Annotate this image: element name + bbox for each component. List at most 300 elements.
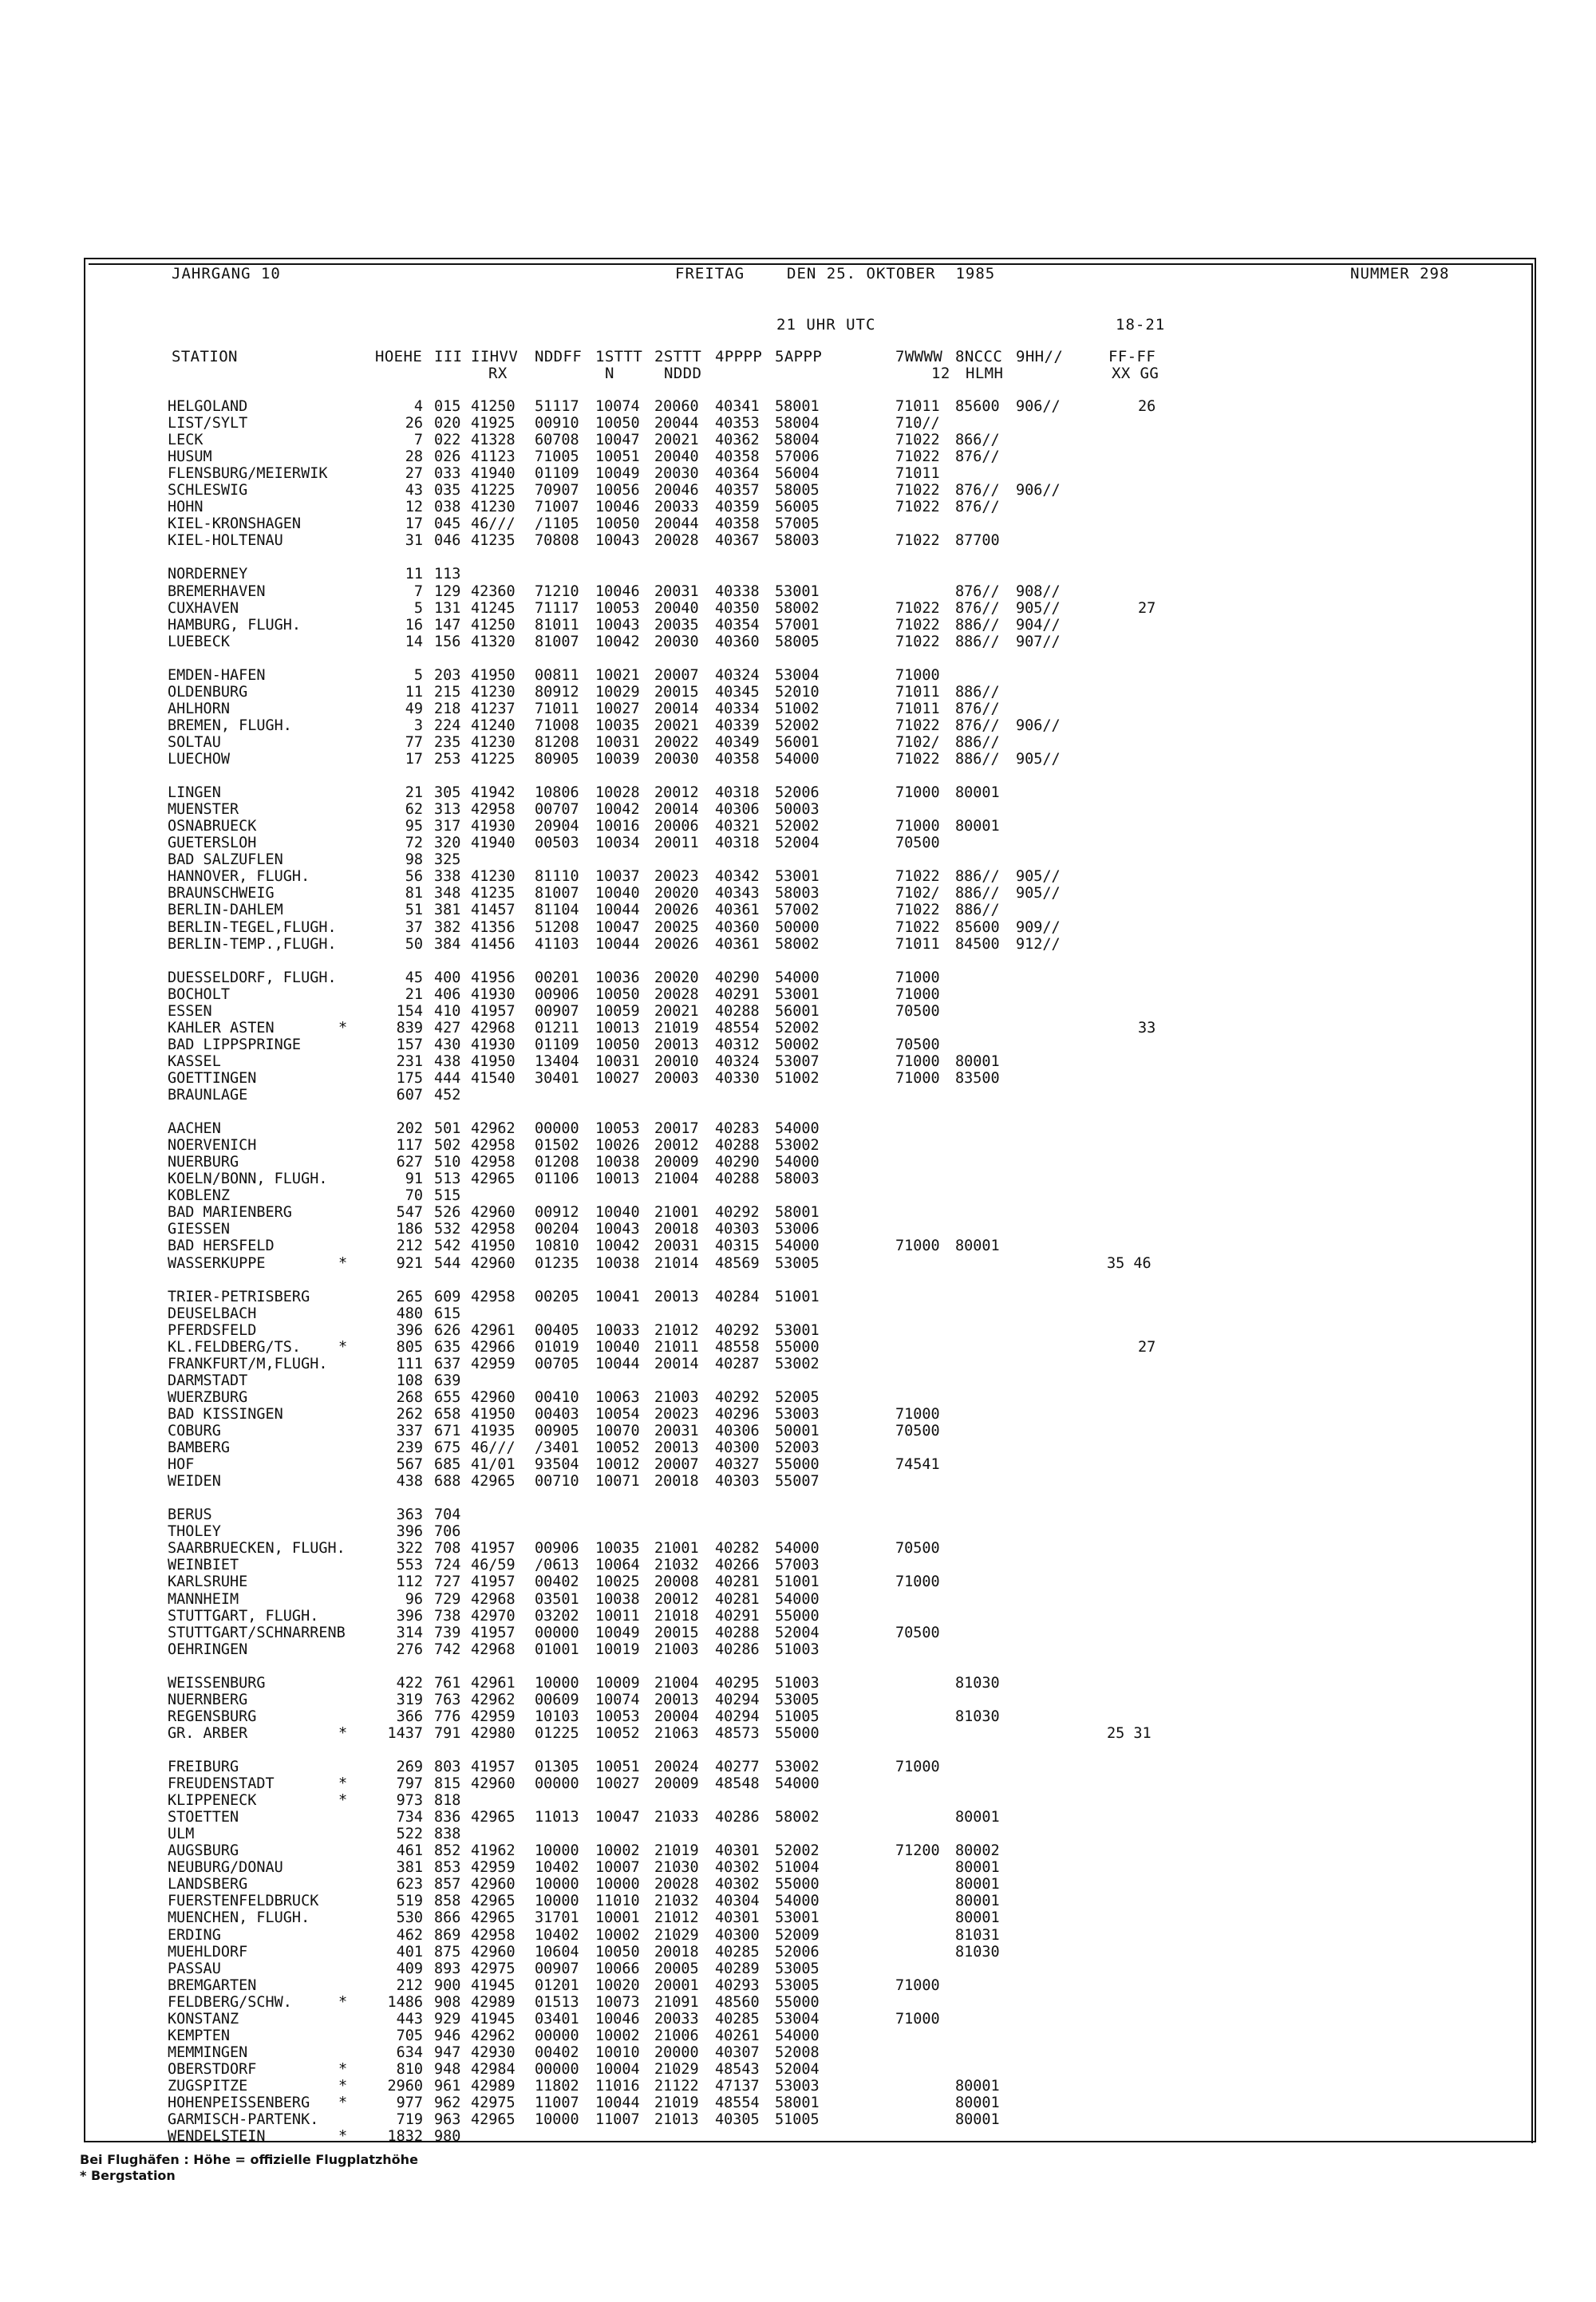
cell-iihvv: 41250	[471, 617, 516, 634]
cell-nddff: 01208	[535, 1154, 579, 1171]
cell-nddff: 51117	[535, 398, 579, 415]
cell-hoehe: 839	[396, 1020, 423, 1036]
table-row	[0, 751, 1596, 768]
cell-iii: 026	[434, 448, 461, 465]
cell-iii: 015	[434, 398, 461, 415]
cell-5appp: 54000	[775, 1154, 820, 1171]
table-row	[0, 919, 1596, 936]
cell-9hh: 908//	[1016, 583, 1061, 600]
cell-5appp: 58004	[775, 432, 820, 448]
cell-5appp: 54000	[775, 1893, 820, 1909]
cell-1sttt: 10066	[595, 1960, 640, 1977]
cell-1sttt: 10046	[595, 499, 640, 515]
table-row	[0, 1053, 1596, 1070]
cell-1sttt: 10004	[595, 2061, 640, 2078]
cell-nddff: 81007	[535, 885, 579, 902]
cell-5appp: 53006	[775, 1221, 820, 1238]
cell-iihvv: 42968	[471, 1641, 516, 1658]
cell-station-name: LUECHOW	[168, 751, 230, 768]
cell-hoehe: 5	[413, 600, 423, 617]
cell-2sttt: 20044	[654, 515, 699, 532]
cell-hoehe: 21	[405, 986, 423, 1003]
cell-nddff: 01513	[535, 1994, 579, 2011]
cell-iihvv: 42958	[471, 801, 516, 818]
cell-iihvv: 42960	[471, 1389, 516, 1406]
cell-8nccc: 83500	[955, 1070, 1000, 1087]
cell-nddff: 00707	[535, 801, 579, 818]
cell-9hh: 905//	[1016, 751, 1061, 768]
cell-station-name: TRIER-PETRISBERG	[168, 1289, 310, 1305]
cell-iii: 947	[434, 2044, 461, 2061]
cell-station-name: KARLSRUHE	[168, 1573, 248, 1590]
cell-5appp: 53001	[775, 868, 820, 885]
cell-station-name: BERLIN-TEGEL,FLUGH.	[168, 919, 337, 936]
cell-station-name: BREMGARTEN	[168, 1977, 257, 1994]
cell-iii: 400	[434, 969, 461, 986]
cell-nddff: 71007	[535, 499, 579, 515]
table-row	[0, 1625, 1596, 1641]
cell-iihvv: 41957	[471, 1573, 516, 1590]
table-row	[0, 1809, 1596, 1826]
cell-station-name: BRAUNSCHWEIG	[168, 885, 275, 902]
table-row	[0, 432, 1596, 448]
col-header-2sttt-sub: NDDD	[664, 365, 702, 382]
cell-iihvv: 42968	[471, 1591, 516, 1608]
cell-iihvv: 41/01	[471, 1456, 516, 1473]
cell-hoehe: 337	[396, 1423, 423, 1439]
cell-8nccc: 886//	[955, 885, 1000, 902]
table-row	[0, 465, 1596, 482]
col-header-station: STATION	[172, 348, 238, 365]
cell-hoehe: 401	[396, 1944, 423, 1960]
cell-5appp: 52002	[775, 1020, 820, 1036]
cell-nddff: 01502	[535, 1137, 579, 1154]
cell-iihvv: 42960	[471, 1255, 516, 1272]
table-row	[0, 1927, 1596, 1944]
cell-nddff: 00907	[535, 1003, 579, 1020]
cell-iii: 858	[434, 1893, 461, 1909]
cell-iihvv: 41957	[471, 1625, 516, 1641]
cell-7wwww: 71000	[895, 986, 940, 1003]
cell-hoehe: 396	[396, 1322, 423, 1339]
cell-2sttt: 20023	[654, 1406, 699, 1423]
table-row	[0, 1573, 1596, 1590]
table-row	[0, 1238, 1596, 1254]
table-row	[0, 1171, 1596, 1187]
cell-iihvv: 42959	[471, 1356, 516, 1372]
table-row	[0, 448, 1596, 465]
cell-iihvv: 41237	[471, 701, 516, 717]
cell-iihvv: 42930	[471, 2044, 516, 2061]
cell-mountain-marker: *	[338, 2128, 348, 2145]
cell-4pppp: 40354	[715, 617, 760, 634]
cell-hoehe: 553	[396, 1557, 423, 1573]
cell-7wwww: 71022	[895, 482, 940, 499]
cell-iii: 852	[434, 1842, 461, 1859]
cell-iii: 853	[434, 1859, 461, 1876]
cell-iii: 427	[434, 1020, 461, 1036]
cell-mountain-marker: *	[338, 1255, 348, 1272]
cell-hoehe: 519	[396, 1893, 423, 1909]
cell-iihvv: 42958	[471, 1927, 516, 1944]
cell-iii: 033	[434, 465, 461, 482]
cell-hoehe: 72	[405, 835, 423, 851]
cell-5appp: 50002	[775, 1036, 820, 1053]
cell-nddff: 11007	[535, 2095, 579, 2111]
table-row	[0, 1893, 1596, 1909]
cell-iihvv: 41942	[471, 784, 516, 801]
table-row	[0, 1003, 1596, 1020]
cell-1sttt: 10038	[595, 1255, 640, 1272]
cell-8nccc: 876//	[955, 717, 1000, 734]
cell-1sttt: 10010	[595, 2044, 640, 2061]
cell-1sttt: 10020	[595, 1977, 640, 1994]
cell-station-name: WENDELSTEIN	[168, 2128, 266, 2145]
cell-5appp: 51005	[775, 2111, 820, 2128]
cell-2sttt: 20025	[654, 919, 699, 936]
cell-4pppp: 40360	[715, 919, 760, 936]
table-row	[0, 1842, 1596, 1859]
cell-1sttt: 10043	[595, 617, 640, 634]
cell-nddff: 10000	[535, 1893, 579, 1909]
cell-iihvv: 42960	[471, 1775, 516, 1792]
cell-hoehe: 1832	[387, 2128, 423, 2145]
cell-iihvv: 42962	[471, 1692, 516, 1708]
cell-hoehe: 319	[396, 1692, 423, 1708]
table-row	[0, 936, 1596, 953]
cell-4pppp: 40289	[715, 1960, 760, 1977]
cell-5appp: 53002	[775, 1759, 820, 1775]
cell-iihvv: 41950	[471, 1238, 516, 1254]
cell-station-name: HANNOVER, FLUGH.	[168, 868, 310, 885]
cell-nddff: 00912	[535, 1204, 579, 1221]
cell-hoehe: 623	[396, 1876, 423, 1893]
cell-hoehe: 422	[396, 1675, 423, 1692]
cell-nddff: 31701	[535, 1909, 579, 1926]
cell-5appp: 56004	[775, 465, 820, 482]
cell-iihvv: 41235	[471, 532, 516, 549]
table-row	[0, 2078, 1596, 2095]
table-row	[0, 1187, 1596, 1204]
cell-5appp: 58001	[775, 1204, 820, 1221]
cell-iii: 218	[434, 701, 461, 717]
cell-station-name: STOETTEN	[168, 1809, 239, 1826]
cell-1sttt: 10046	[595, 583, 640, 600]
cell-5appp: 58002	[775, 1809, 820, 1826]
cell-hoehe: 461	[396, 1842, 423, 1859]
cell-2sttt: 20040	[654, 600, 699, 617]
cell-iii: 382	[434, 919, 461, 936]
cell-2sttt: 20060	[654, 398, 699, 415]
table-row	[0, 1557, 1596, 1573]
cell-nddff: 00906	[535, 1540, 579, 1557]
cell-station-name: CUXHAVEN	[168, 600, 239, 617]
cell-iihvv: 41250	[471, 398, 516, 415]
cell-iii: 869	[434, 1927, 461, 1944]
cell-station-name: AUGSBURG	[168, 1842, 239, 1859]
cell-1sttt: 10054	[595, 1406, 640, 1423]
table-row	[0, 617, 1596, 634]
cell-1sttt: 10035	[595, 1540, 640, 1557]
cell-nddff: 41103	[535, 936, 579, 953]
cell-2sttt: 21032	[654, 1557, 699, 1573]
cell-hoehe: 4	[413, 398, 423, 415]
cell-4pppp: 40290	[715, 969, 760, 986]
cell-4pppp: 48573	[715, 1725, 760, 1742]
cell-nddff: 10806	[535, 784, 579, 801]
cell-1sttt: 10038	[595, 1154, 640, 1171]
cell-iii: 129	[434, 583, 461, 600]
cell-iihvv: 41930	[471, 986, 516, 1003]
table-row	[0, 1775, 1596, 1792]
cell-4pppp: 40287	[715, 1356, 760, 1372]
cell-iihvv: 41930	[471, 1036, 516, 1053]
cell-iihvv: 41225	[471, 751, 516, 768]
cell-iii: 704	[434, 1506, 461, 1523]
cell-4pppp: 40358	[715, 515, 760, 532]
cell-1sttt: 10053	[595, 1120, 640, 1137]
table-row	[0, 1876, 1596, 1893]
cell-4pppp: 40300	[715, 1439, 760, 1456]
cell-4pppp: 40293	[715, 1977, 760, 1994]
table-row	[0, 1389, 1596, 1406]
cell-iii: 727	[434, 1573, 461, 1590]
cell-9hh: 906//	[1016, 717, 1061, 734]
cell-ffff: 27	[1138, 600, 1156, 617]
cell-station-name: KIEL-KRONSHAGEN	[168, 515, 302, 532]
cell-iii: 962	[434, 2095, 461, 2111]
cell-hoehe: 37	[405, 919, 423, 936]
table-row	[0, 1456, 1596, 1473]
cell-hoehe: 21	[405, 784, 423, 801]
cell-5appp: 53003	[775, 2078, 820, 2095]
cell-5appp: 58005	[775, 482, 820, 499]
cell-iii: 235	[434, 734, 461, 751]
cell-ffff: 35 46	[1107, 1255, 1152, 1272]
cell-iii: 313	[434, 801, 461, 818]
cell-iii: 671	[434, 1423, 461, 1439]
cell-hoehe: 363	[396, 1506, 423, 1523]
cell-7wwww: 71022	[895, 751, 940, 768]
cell-7wwww: 70500	[895, 1540, 940, 1557]
table-row	[0, 1591, 1596, 1608]
cell-nddff: 01235	[535, 1255, 579, 1272]
cell-hoehe: 31	[405, 532, 423, 549]
cell-iii: 900	[434, 1977, 461, 1994]
cell-2sttt: 20013	[654, 1692, 699, 1708]
cell-iii: 515	[434, 1187, 461, 1204]
cell-station-name: ESSEN	[168, 1003, 212, 1020]
cell-4pppp: 40277	[715, 1759, 760, 1775]
cell-4pppp: 40288	[715, 1137, 760, 1154]
cell-2sttt: 20015	[654, 684, 699, 701]
cell-7wwww: 71000	[895, 1238, 940, 1254]
cell-8nccc: 80001	[955, 2078, 1000, 2095]
cell-2sttt: 20017	[654, 1120, 699, 1137]
cell-nddff: 01109	[535, 465, 579, 482]
cell-2sttt: 20010	[654, 1053, 699, 1070]
cell-station-name: HAMBURG, FLUGH.	[168, 617, 302, 634]
cell-nddff: 51208	[535, 919, 579, 936]
cell-7wwww: 71000	[895, 2011, 940, 2028]
cell-2sttt: 20028	[654, 986, 699, 1003]
cell-nddff: 71005	[535, 448, 579, 465]
cell-iihvv: 41123	[471, 448, 516, 465]
cell-8nccc: 85600	[955, 398, 1000, 415]
cell-4pppp: 40357	[715, 482, 760, 499]
cell-8nccc: 886//	[955, 617, 1000, 634]
cell-nddff: /3401	[535, 1439, 579, 1456]
cell-1sttt: 10044	[595, 936, 640, 953]
cell-nddff: 00201	[535, 969, 579, 986]
cell-hoehe: 28	[405, 448, 423, 465]
cell-8nccc: 80001	[955, 1809, 1000, 1826]
cell-nddff: 01225	[535, 1725, 579, 1742]
cell-4pppp: 40327	[715, 1456, 760, 1473]
cell-hoehe: 212	[396, 1238, 423, 1254]
table-row	[0, 667, 1596, 684]
cell-4pppp: 40358	[715, 448, 760, 465]
cell-iii: 338	[434, 868, 461, 885]
cell-1sttt: 10051	[595, 1759, 640, 1775]
cell-iihvv: 46///	[471, 515, 516, 532]
cell-4pppp: 40285	[715, 2011, 760, 2028]
cell-2sttt: 20009	[654, 1775, 699, 1792]
cell-nddff: 71008	[535, 717, 579, 734]
cell-iii: 510	[434, 1154, 461, 1171]
cell-iihvv: 41230	[471, 734, 516, 751]
cell-hoehe: 269	[396, 1759, 423, 1775]
cell-station-name: KL.FELDBERG/TS.	[168, 1339, 302, 1356]
cell-nddff: 10402	[535, 1927, 579, 1944]
cell-nddff: 01109	[535, 1036, 579, 1053]
time-range: 18-21	[1116, 316, 1166, 334]
cell-2sttt: 20000	[654, 2044, 699, 2061]
cell-2sttt: 20004	[654, 1708, 699, 1725]
cell-4pppp: 40302	[715, 1859, 760, 1876]
cell-station-name: NUERNBERG	[168, 1692, 248, 1708]
cell-iii: 635	[434, 1339, 461, 1356]
cell-nddff: 01211	[535, 1020, 579, 1036]
cell-nddff: 00000	[535, 2028, 579, 2044]
cell-7wwww: 70500	[895, 1423, 940, 1439]
cell-1sttt: 10041	[595, 1289, 640, 1305]
cell-nddff: 93504	[535, 1456, 579, 1473]
cell-station-name: HOF	[168, 1456, 195, 1473]
table-row	[0, 902, 1596, 918]
cell-station-name: KONSTANZ	[168, 2011, 239, 2028]
cell-hoehe: 11	[405, 566, 423, 582]
cell-2sttt: 21030	[654, 1859, 699, 1876]
cell-iihvv: 46///	[471, 1439, 516, 1456]
cell-4pppp: 40339	[715, 717, 760, 734]
cell-hoehe: 977	[396, 2095, 423, 2111]
cell-5appp: 52002	[775, 717, 820, 734]
cell-nddff: 00907	[535, 1960, 579, 1977]
cell-4pppp: 40301	[715, 1842, 760, 1859]
table-row	[0, 835, 1596, 851]
cell-1sttt: 10000	[595, 1876, 640, 1893]
cell-9hh: 907//	[1016, 634, 1061, 650]
cell-nddff: 01019	[535, 1339, 579, 1356]
cell-nddff: 11013	[535, 1809, 579, 1826]
cell-5appp: 51001	[775, 1573, 820, 1590]
cell-8nccc: 876//	[955, 583, 1000, 600]
cell-station-name: AHLHORN	[168, 701, 230, 717]
cell-2sttt: 20012	[654, 1137, 699, 1154]
table-row	[0, 1725, 1596, 1742]
cell-5appp: 57003	[775, 1557, 820, 1573]
cell-nddff: 00905	[535, 1423, 579, 1439]
cell-1sttt: 10040	[595, 1339, 640, 1356]
cell-hoehe: 810	[396, 2061, 423, 2078]
col-header-7wwww-sub: 12	[931, 365, 950, 382]
cell-2sttt: 20046	[654, 482, 699, 499]
table-row	[0, 1289, 1596, 1305]
cell-hoehe: 16	[405, 617, 423, 634]
cell-1sttt: 10070	[595, 1423, 640, 1439]
cell-iii: 317	[434, 818, 461, 835]
col-header-iii: III	[434, 348, 463, 365]
cell-hoehe: 805	[396, 1339, 423, 1356]
cell-1sttt: 10028	[595, 784, 640, 801]
cell-2sttt: 21013	[654, 2111, 699, 2128]
cell-nddff: 70808	[535, 532, 579, 549]
cell-iihvv: 41945	[471, 1977, 516, 1994]
cell-hoehe: 314	[396, 1625, 423, 1641]
cell-1sttt: 10050	[595, 986, 640, 1003]
cell-4pppp: 40296	[715, 1406, 760, 1423]
cell-5appp: 52004	[775, 835, 820, 851]
cell-1sttt: 10049	[595, 465, 640, 482]
cell-2sttt: 21018	[654, 1608, 699, 1625]
cell-nddff: 81104	[535, 902, 579, 918]
cell-5appp: 58001	[775, 2095, 820, 2111]
cell-station-name: FUERSTENFELDBRUCK	[168, 1893, 319, 1909]
cell-2sttt: 20012	[654, 784, 699, 801]
table-row	[0, 1473, 1596, 1490]
table-row	[0, 1792, 1596, 1809]
cell-station-name: STUTTGART/SCHNARRENB	[168, 1625, 346, 1641]
cell-4pppp: 40324	[715, 1053, 760, 1070]
cell-5appp: 52003	[775, 1439, 820, 1456]
cell-station-name: MUEHLDORF	[168, 1944, 248, 1960]
cell-4pppp: 48554	[715, 2095, 760, 2111]
cell-iii: 961	[434, 2078, 461, 2095]
cell-7wwww: 71000	[895, 1070, 940, 1087]
cell-nddff: 70907	[535, 482, 579, 499]
cell-nddff: 01001	[535, 1641, 579, 1658]
cell-station-name: BERUS	[168, 1506, 212, 1523]
cell-5appp: 53005	[775, 1960, 820, 1977]
cell-8nccc: 87700	[955, 532, 1000, 549]
cell-iii: 893	[434, 1960, 461, 1977]
cell-iihvv: 42989	[471, 1994, 516, 2011]
cell-1sttt: 10044	[595, 1356, 640, 1372]
cell-2sttt: 20031	[654, 1238, 699, 1254]
cell-2sttt: 20044	[654, 415, 699, 432]
cell-hoehe: 1486	[387, 1994, 423, 2011]
cell-4pppp: 40306	[715, 801, 760, 818]
cell-hoehe: 797	[396, 1775, 423, 1792]
cell-1sttt: 10050	[595, 1944, 640, 1960]
cell-hoehe: 443	[396, 2011, 423, 2028]
col-header-iihvv: IIHVV	[471, 348, 519, 365]
cell-7wwww: 71011	[895, 465, 940, 482]
cell-ffff: 25 31	[1107, 1725, 1152, 1742]
cell-hoehe: 734	[396, 1809, 423, 1826]
col-header-9hh: 9HH//	[1016, 348, 1064, 365]
